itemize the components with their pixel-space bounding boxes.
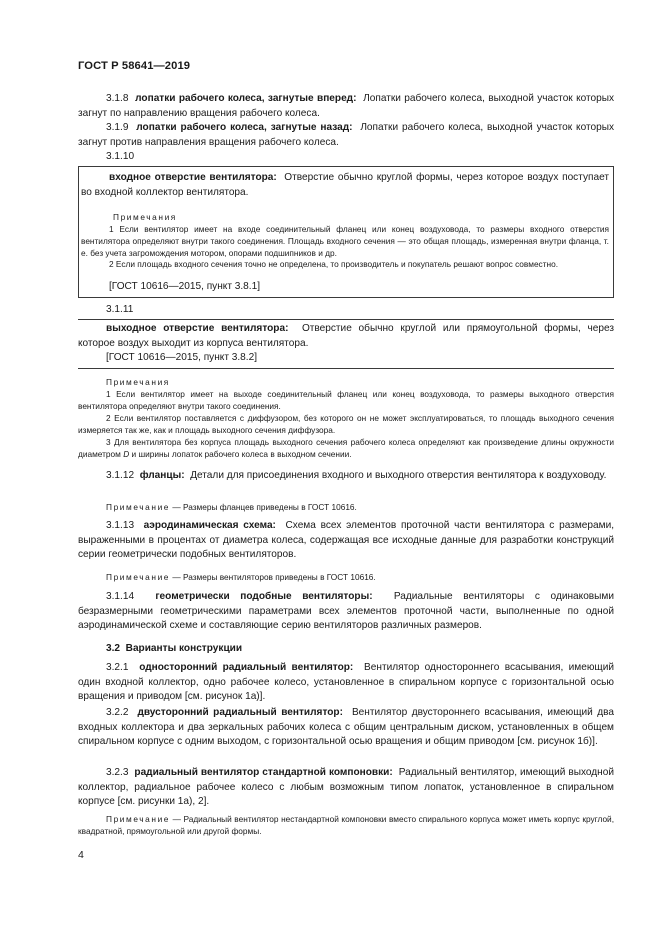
clause-number: 3.2.2 <box>106 707 129 718</box>
note-3: 3 Для вентилятора без корпуса площадь выходного сечения рабочего колеса определяют как произведение длины окружности диаметром D и ширины лопаток рабочего колеса в выходном сечении. <box>78 437 614 459</box>
clause-number-3-1-10: 3.1.10 <box>106 151 135 162</box>
definition: Вентилятор двустороннего всасывания, имеющий два входных коллектора и два зеркальных рабочих колеса с общим центральным диском, установленных в общем спиральном корпусе с одним выходом, с горизонтальной осью вращения и общим приводом [см. рисунок 1б)]. <box>78 707 615 748</box>
definition: Схема всех элементов проточной части вентилятора с размерами, выраженными в процентах от диаметра колеса, содержащая все исходные данные для разработки конструкций серии геометрически подобных вентиляторов. <box>78 520 615 561</box>
clause-3-2-2 <box>78 706 614 750</box>
divider <box>78 319 614 320</box>
clause-3-1-12 <box>78 469 614 484</box>
definition: Отверстие обычно круглой или прямоугольной формы, через которое воздух выходит из корпуса вентилятора. <box>78 323 615 349</box>
note-2: 2 Если вентилятор поставляется с диффузором, без которого он не может эксплуатироваться, то площадь выходного сечения измеряется так же, как и площадь выходного сечения диффузора. <box>78 413 614 435</box>
definition: Радиальные вентиляторы с одинаковыми безразмерными геометрическими параметрами всех элементов проточной части, выполненные по одной аэродинамической схеме и составляющие серию вентиляторов различных размеров. <box>78 591 615 632</box>
definition: Отверстие обычно круглой формы, через которое воздух поступает во входной коллектор вентилятора. <box>81 172 609 198</box>
page-header: ГОСТ Р 58641—2019 <box>78 60 191 72</box>
note-label: Примечание <box>106 814 171 824</box>
notes-title: Примечания <box>106 377 170 387</box>
notes-title: Примечания <box>113 212 177 222</box>
note <box>78 814 614 838</box>
term: входное отверстие вентилятора: <box>109 172 277 183</box>
term: лопатки рабочего колеса, загнутые вперед: <box>135 93 357 104</box>
clause-3-1-14 <box>78 590 614 634</box>
term: односторонний радиальный вентилятор: <box>139 662 354 673</box>
definition: Детали для присоединения входного и выходного отверстия вентилятора к воздуховоду. <box>190 470 607 481</box>
section-title: Варианты конструкции <box>125 643 243 654</box>
term: лопатки рабочего колеса, загнутые назад: <box>136 122 353 133</box>
note <box>106 572 614 584</box>
term: двусторонний радиальный вентилятор: <box>137 707 343 718</box>
clause-number: 3.1.13 <box>106 520 135 531</box>
section-heading-3-2 <box>78 642 614 657</box>
note-2: 2 Если площадь входного сечения точно не определена, то производитель и покупатель решают вопрос совместно. <box>109 259 559 269</box>
note-1: 1 Если вентилятор имеет на входе соединительный фланец или конец воздуховода, то размеры входного отверстия вентилятора определяют внутри такого соединения. Площадь входного сечения — это общая площадь, измеренная внутри фланца, т. е. без учета загромождения мотором, опорами подшипников и др. <box>81 224 609 258</box>
clause-number: 3.1.9 <box>106 122 129 133</box>
clause-3-1-8 <box>78 92 614 121</box>
note-text: — Радиальный вентилятор нестандартной компоновки вместо спирального корпуса может иметь корпус круглой, квадратной, прямоугольной или другой формы. <box>78 814 614 836</box>
clause-number: 3.2.3 <box>106 767 129 778</box>
term: фланцы: <box>139 470 185 481</box>
clause-3-1-13 <box>78 519 614 563</box>
note <box>106 502 614 514</box>
clause-number-3-1-11: 3.1.11 <box>106 304 134 315</box>
divider <box>78 368 614 369</box>
reference: [ГОСТ 10616—2015, пункт 3.8.1] <box>109 281 261 292</box>
term: геометрически подобные вентиляторы: <box>155 591 373 602</box>
clause-3-2-3 <box>78 766 614 810</box>
section-number: 3.2 <box>106 643 121 654</box>
note-label: Примечание <box>106 572 171 582</box>
clause-3-1-11-definition <box>78 322 614 351</box>
clause-3-1-10-definition <box>81 171 609 200</box>
reference: [ГОСТ 10616—2015, пункт 3.8.2] <box>106 352 258 363</box>
note-1: 1 Если вентилятор имеет на выходе соединительный фланец или конец воздуховода, то размеры выходного отверстия вентилятора определяют внутри такого соединения. <box>78 389 614 411</box>
term: выходное отверстие вентилятора: <box>106 323 289 334</box>
note-text: — Размеры вентиляторов приведены в ГОСТ 10616. <box>172 572 376 582</box>
term: радиальный вентилятор стандартной компоновки: <box>134 767 393 778</box>
note-text: — Размеры фланцев приведены в ГОСТ 10616. <box>172 502 357 512</box>
definition: Радиальный вентилятор, имеющий выходной коллектор, радиальное рабочее колесо с любым возможным типом лопаток, установленное в спиральном корпусе [см. рисунки 1а), 2]. <box>78 767 614 808</box>
clause-3-1-9 <box>78 121 614 150</box>
definition: Вентилятор одностороннего всасывания, имеющий один входной коллектор, одно рабочее колесо, установленное в спиральном корпусе с горизонтальной осью вращения и приводом [см. рисунок 1а)]. <box>78 662 615 703</box>
definition: Лопатки рабочего колеса, выходной участок которых загнут по направлению вращения рабочего колеса. <box>78 93 615 119</box>
definition: Лопатки рабочего колеса, выходной участок которых загнут против направления вращения рабочего колеса. <box>78 122 615 148</box>
clause-number: 3.2.1 <box>106 662 129 673</box>
term-box-3-1-10 <box>78 166 614 298</box>
clause-number: 3.1.14 <box>106 591 135 602</box>
note-label: Примечание <box>106 502 171 512</box>
term: аэродинамическая схема: <box>143 520 276 531</box>
clause-3-2-1 <box>78 661 614 705</box>
page-number: 4 <box>78 849 84 861</box>
clause-number: 3.1.12 <box>106 470 135 481</box>
clause-number: 3.1.8 <box>106 93 129 104</box>
variable-d: D <box>123 448 130 459</box>
